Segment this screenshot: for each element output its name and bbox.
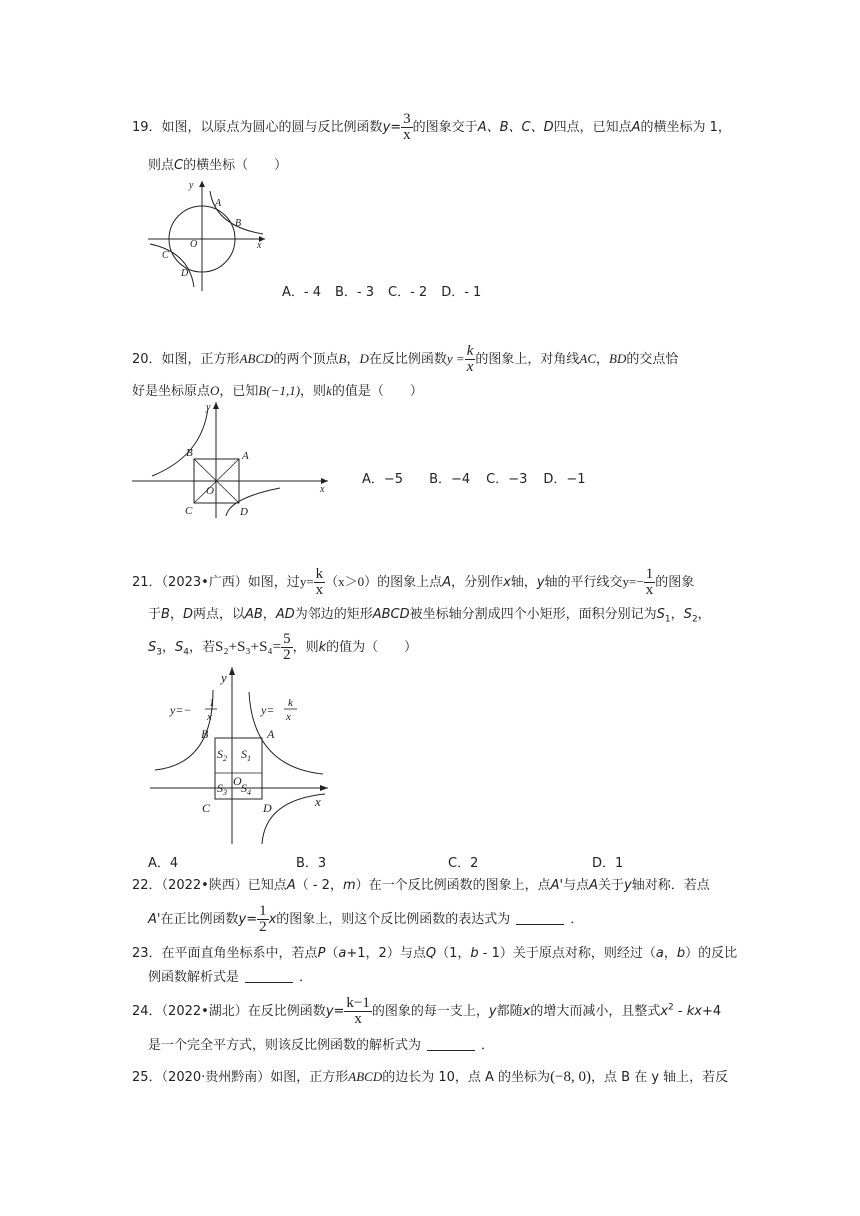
s2-label: $S_2$ <box>217 747 227 763</box>
s3-label: $S_3$ <box>217 781 227 797</box>
q25-line1: 25．（2020·贵州黔南）如图，正方形ABCD的边长为 10，点 A 的坐标为(−8, 0)，点 B 在 y 轴上，若反 <box>132 1069 729 1085</box>
q19-line2: 则点C的横坐标（ ） <box>148 158 288 173</box>
point-a-label: A <box>267 727 275 741</box>
q20-diagram <box>130 398 335 520</box>
option-c: C．−3 <box>486 472 528 487</box>
x-label: x <box>257 240 262 251</box>
hyperbola-left <box>150 244 194 287</box>
option-a: A．−5 <box>362 472 404 487</box>
svg-text:1: 1 <box>209 697 215 709</box>
q20-line2: 好是坐标原点O，已知B(−1,1)，则k的值是（ ） <box>132 383 423 399</box>
q21-line1: 21．（2023•广西）如图，过y= $\frac{k}{x}$ （x＞0）的图象上点A，分别作x轴，y轴的平行线交y=− $\frac{1}{x}$ 的图象 <box>132 566 695 598</box>
point-b-label: B <box>235 218 242 229</box>
option-a: A．- 4 <box>282 285 321 300</box>
q24-line1: 24．（2022•湖北）在反比例函数y= $\frac{k-1}{x}$ 的图象的每一支上，y都随x的增大而减小，且整式$x^2 - kx+4$ <box>132 995 722 1027</box>
point-d-label: D <box>263 801 272 815</box>
left-function-label <box>169 697 217 723</box>
answer-blank[interactable] <box>427 1050 475 1051</box>
q19-options <box>282 281 481 300</box>
hyperbola-right <box>226 488 280 516</box>
option-d: D．−1 <box>543 472 586 487</box>
q22-line1: 22．（2022•陕西）已知点A（ - 2，m）在一个反比例函数的图象上，点A'与点A关于y轴对称．若点 <box>132 878 710 893</box>
svg-text:k: k <box>288 697 293 709</box>
q21-option-d: D．1 <box>592 856 624 871</box>
q20-options <box>362 468 586 487</box>
hyperbola-left <box>152 408 208 476</box>
q19-fraction: $\frac{3}{x}$ <box>403 111 411 143</box>
option-b: B．−4 <box>429 472 471 487</box>
y-label: y <box>189 180 194 191</box>
y-label: y <box>206 402 211 413</box>
q21-option-b: B．3 <box>296 856 327 871</box>
point-a-label: A <box>242 450 249 462</box>
origin-label: O <box>190 239 198 250</box>
point-b-label: B <box>186 447 193 459</box>
q21-line3: $S_3$，$S_4$，若S₂+S₃+S₄= $\frac{5}{2}$ ，则k的值为（ ） <box>148 631 418 663</box>
origin-label: O <box>233 774 242 788</box>
svg-text:x: x <box>286 711 291 723</box>
svg-text:y=: y= <box>261 703 275 717</box>
point-d-label: D <box>181 268 189 279</box>
q21-fraction-1: $\frac{1}{x}$ <box>645 566 654 598</box>
q23-line1: 23．在平面直角坐标系中，若点P（a+1，2）与点Q（1，b - 1）关于原点对称，则经过（a，b）的反比 <box>132 946 738 961</box>
point-c-label: C <box>185 505 193 517</box>
point-b-label: B <box>201 727 209 741</box>
svg-text:y=−: y=− <box>170 703 192 717</box>
y-label: y <box>221 670 227 685</box>
q19-line1: 19．如图，以原点为圆心的圆与反比例函数y= $\frac{3}{x}$ 的图象交于A、B、C、D四点，已知点A的横坐标为 1， <box>132 111 731 143</box>
point-a-label: A <box>215 198 222 209</box>
point-c-label: C <box>202 801 211 815</box>
s4-label: $S_4$ <box>241 781 251 797</box>
svg-text:x: x <box>207 711 212 723</box>
q21-fraction-5-2: $\frac{5}{2}$ <box>283 631 291 663</box>
q21-diagram <box>145 662 335 847</box>
q23-line2: 例函数解析式是 ． <box>148 970 313 985</box>
point-c-label: C <box>162 250 169 261</box>
q22-fraction: $\frac{1}{2}$ <box>259 903 267 935</box>
q20-line1: 20．如图，正方形ABCD的两个顶点B，D在反比例函数y = $\frac{k}{x}$ 的图象上，对角线AC，BD的交点恰 <box>132 343 679 375</box>
q24-fraction: $\frac{k-1}{x}$ <box>346 995 370 1027</box>
s1-label: $S_1$ <box>241 747 251 763</box>
x-label: x <box>320 484 325 495</box>
q21-option-a: A．4 <box>148 856 179 871</box>
answer-blank[interactable] <box>245 982 293 983</box>
option-b: B．- 3 <box>335 285 375 300</box>
right-function-label <box>260 697 297 723</box>
point-d-label: D <box>240 506 248 518</box>
q21-fraction-k: $\frac{k}{x}$ <box>315 566 324 598</box>
origin-label: O <box>206 485 214 497</box>
option-c: C．- 2 <box>388 285 428 300</box>
x-label: x <box>315 794 321 809</box>
q21-line2: 于B，D两点，以AB，AD为邻边的矩形ABCD被坐标轴分割成四个小矩形，面积分别记为$S_1$，$S_2$， <box>148 607 711 625</box>
q24-line2: 是一个完全平方式，则该反比例函数的解析式为 ． <box>148 1038 495 1053</box>
q22-line2: A'在正比例函数y= $\frac{1}{2}$ x的图象上，则这个反比例函数的表达式为 ． <box>148 903 584 935</box>
option-d: D．- 1 <box>441 285 482 300</box>
q21-option-c: C．2 <box>448 856 479 871</box>
answer-blank[interactable] <box>516 924 564 925</box>
q19-diagram <box>145 176 270 296</box>
q20-fraction: $\frac{k}{x}$ <box>466 343 474 375</box>
